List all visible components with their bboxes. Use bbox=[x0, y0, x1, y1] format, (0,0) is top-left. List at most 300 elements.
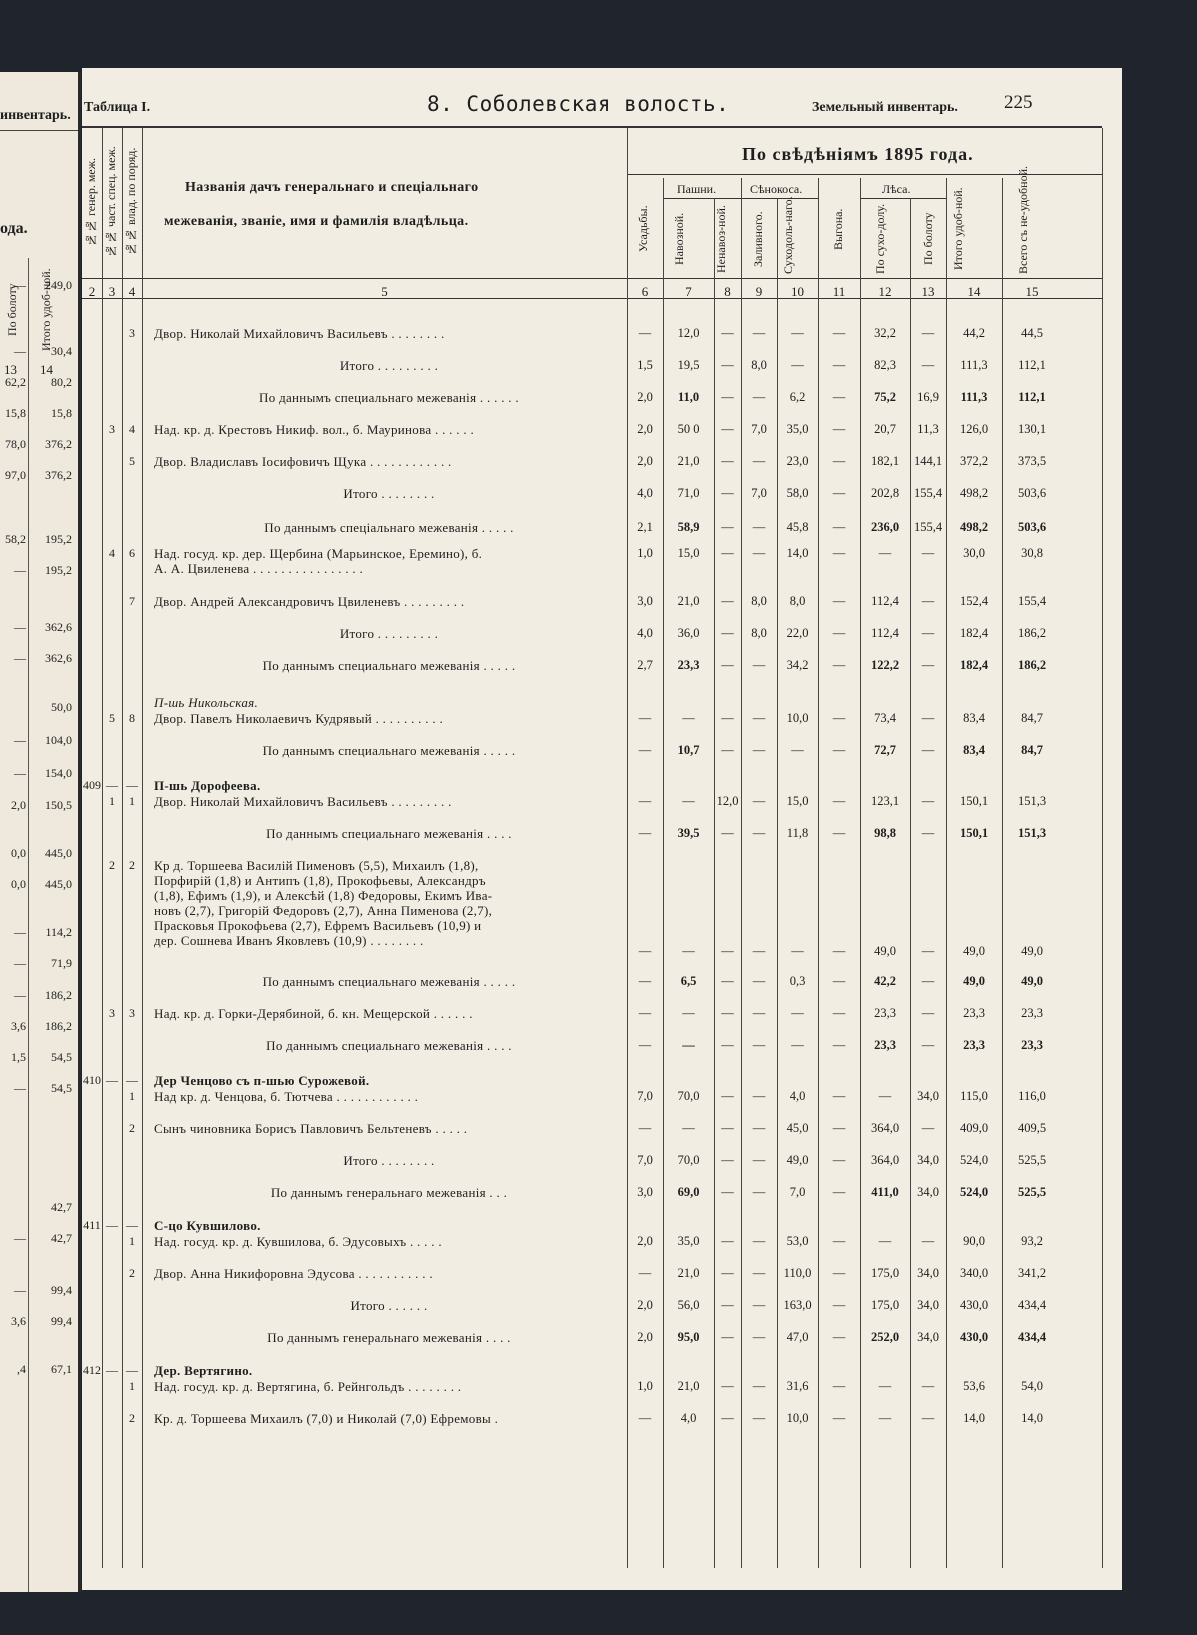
owner-order-number: 3 bbox=[129, 326, 135, 340]
owner-name-line: Над. госуд. кр. дер. Щербина (Марьинское, Еремино), б. bbox=[154, 546, 483, 561]
page-number: 225 bbox=[1004, 92, 1033, 113]
value-cell: 186,2 bbox=[1017, 626, 1047, 640]
prev-cell-14: 445,0 bbox=[45, 846, 72, 860]
value-cell: 15,0 bbox=[786, 794, 809, 808]
value-cell: 12,0 bbox=[677, 326, 700, 340]
prev-cell-14: 104,0 bbox=[45, 733, 72, 747]
value-cell: — bbox=[878, 546, 892, 560]
prev-cell-14: 154,0 bbox=[45, 766, 72, 780]
col-divider-3 bbox=[142, 128, 143, 1568]
owner-order-number: 2 bbox=[129, 858, 135, 872]
special-survey-number: 2 bbox=[109, 858, 115, 872]
owner-order-number: — bbox=[126, 1363, 138, 1377]
value-cell: — bbox=[638, 743, 652, 757]
special-survey-number: 3 bbox=[109, 1006, 115, 1020]
value-cell: 20,7 bbox=[874, 422, 896, 436]
owner-name-line: Кр д. Торшеева Василій Пименовъ (5,5), Михаилъ (1,8), bbox=[154, 858, 479, 873]
value-cell: 50 0 bbox=[677, 422, 700, 436]
owner-name-line: По даннымъ специальнаго межеванія . . . . . bbox=[262, 658, 516, 673]
value-cell: — bbox=[752, 326, 766, 340]
col-num-4: 4 bbox=[128, 284, 136, 299]
owner-name-line: Итого . . . . . . . . bbox=[343, 1153, 435, 1168]
value-cell: 372,2 bbox=[959, 454, 989, 468]
value-cell: — bbox=[752, 711, 766, 725]
value-cell: — bbox=[638, 794, 652, 808]
prev-cell-14: 99,4 bbox=[51, 1314, 72, 1328]
owner-name bbox=[154, 594, 624, 609]
value-cell: 252,0 bbox=[870, 1330, 900, 1344]
owner-name-line: Над. кр. д. Крестовъ Никиф. вол., б. Мауринова . . . . . . bbox=[154, 422, 475, 437]
value-cell: 53,0 bbox=[786, 1234, 809, 1248]
owner-name-line: Двор. Николай Михайловичъ Васильевъ . . . . . . . . . bbox=[154, 794, 452, 809]
value-cell: 155,4 bbox=[913, 486, 943, 500]
value-cell: 409,0 bbox=[959, 1121, 989, 1135]
value-cell: 151,3 bbox=[1017, 826, 1047, 840]
owner-name bbox=[154, 778, 624, 793]
owner-name-line: Итого . . . . . . . . . bbox=[339, 626, 439, 641]
owner-name-line: Прасковья Прокофьева (2,7), Ефремъ Васильевъ (10,9) и bbox=[154, 918, 482, 933]
value-cell: 202,8 bbox=[870, 486, 900, 500]
value-cell: 21,0 bbox=[677, 1379, 700, 1393]
value-cell: 430,0 bbox=[959, 1330, 989, 1344]
col-divider-2 bbox=[122, 128, 123, 1568]
prev-cell-14: 186,2 bbox=[45, 988, 72, 1002]
value-cell: 14,0 bbox=[1021, 1411, 1043, 1425]
owner-name-line: Итого . . . . . . . . . bbox=[339, 358, 439, 373]
value-cell: — bbox=[921, 1234, 935, 1248]
prev-cell-14: 376,2 bbox=[45, 468, 72, 482]
value-cell: 364,0 bbox=[870, 1153, 900, 1167]
value-cell: 90,0 bbox=[963, 1234, 985, 1248]
owner-name-line: П-шь Дорофеева. bbox=[154, 778, 261, 793]
owner-name-line: Двор. Анна Никифоровна Эдусова . . . . . . . . . . . bbox=[154, 1266, 433, 1281]
value-cell: — bbox=[921, 711, 935, 725]
col-num-9: 9 bbox=[755, 284, 763, 299]
value-cell: 112,1 bbox=[1018, 358, 1046, 372]
col-num-6: 6 bbox=[641, 284, 649, 299]
value-cell: — bbox=[721, 1411, 734, 1425]
prev-cell-13: — bbox=[14, 766, 26, 780]
owner-name bbox=[154, 1298, 624, 1313]
header-rule bbox=[82, 126, 1102, 128]
prev-cell-14: 150,5 bbox=[45, 798, 72, 812]
col-head-15: Всего съ не-удобной. bbox=[1016, 166, 1030, 274]
value-cell: 22,0 bbox=[786, 626, 809, 640]
special-survey-number: — bbox=[106, 1363, 118, 1377]
value-cell: — bbox=[682, 944, 695, 958]
value-cell: — bbox=[752, 1411, 766, 1425]
value-cell: — bbox=[832, 390, 846, 404]
value-cell: — bbox=[752, 546, 766, 560]
owner-name bbox=[154, 454, 624, 469]
group-senokosa: Сѣнокоса. bbox=[750, 182, 803, 196]
value-cell: 4,0 bbox=[637, 626, 653, 640]
value-cell: 434,4 bbox=[1017, 1330, 1047, 1344]
owner-name bbox=[154, 1073, 624, 1088]
value-cell: 69,0 bbox=[677, 1185, 700, 1199]
value-cell: 23,0 bbox=[786, 454, 809, 468]
prev-cell-14: 99,4 bbox=[51, 1283, 72, 1297]
prev-cell-13: 3,6 bbox=[11, 1314, 26, 1328]
value-cell: — bbox=[638, 974, 652, 988]
owner-name bbox=[154, 1379, 624, 1394]
value-cell: 82,3 bbox=[874, 358, 896, 372]
col-num-13: 13 bbox=[921, 284, 935, 299]
owner-order-number: 1 bbox=[129, 1234, 135, 1248]
owner-name bbox=[154, 1006, 624, 1021]
value-cell: — bbox=[721, 743, 734, 757]
value-cell: 503,6 bbox=[1017, 520, 1047, 534]
value-cell: 10,0 bbox=[786, 1411, 809, 1425]
value-cell: — bbox=[921, 944, 935, 958]
value-cell: — bbox=[832, 1379, 846, 1393]
value-cell: 7,0 bbox=[751, 486, 767, 500]
prev-cell-14: 186,2 bbox=[45, 1019, 72, 1033]
owner-name bbox=[154, 390, 624, 405]
owner-name-line: новъ (2,7), Григорій Федоровъ (2,7), Анна Пименова (2,7), bbox=[154, 903, 493, 918]
value-cell: 35,0 bbox=[786, 422, 809, 436]
value-cell: 116,0 bbox=[1018, 1089, 1046, 1103]
value-cell: — bbox=[921, 626, 935, 640]
prev-cell-13: 1,5 bbox=[11, 1050, 26, 1064]
value-cell: 21,0 bbox=[677, 454, 700, 468]
table-label: Таблица I. bbox=[84, 100, 151, 115]
prev-cell-14: 30,4 bbox=[51, 344, 72, 358]
owner-name-line: Двор. Владиславъ Іосифовичъ Щука . . . . . . . . . . . . bbox=[154, 454, 452, 469]
value-cell: — bbox=[752, 1038, 766, 1052]
value-cell: 498,2 bbox=[959, 486, 989, 500]
value-cell: — bbox=[752, 1153, 766, 1167]
prev-cell-13: 0,0 bbox=[11, 877, 26, 891]
value-cell: 409,5 bbox=[1017, 1121, 1047, 1135]
owner-col-head-2: межеванія, званіе, имя и фамилія владѣльца. bbox=[164, 214, 469, 229]
value-cell: — bbox=[832, 626, 846, 640]
owner-name-line: По даннымъ специальнаго межеванія . . . . bbox=[266, 826, 512, 841]
value-cell: — bbox=[791, 1006, 804, 1020]
owner-name-line: По даннымъ генеральнаго межеванія . . . . bbox=[267, 1330, 511, 1345]
owner-name-line: Над. госуд. кр. д. Вертягина, б. Рейнгольдъ . . . . . . . . bbox=[154, 1379, 462, 1394]
general-survey-number: 410 bbox=[83, 1073, 101, 1087]
value-cell: 186,2 bbox=[1017, 658, 1047, 672]
prev-cell-14: 376,2 bbox=[45, 437, 72, 451]
value-cell: — bbox=[791, 1038, 804, 1052]
value-cell: — bbox=[921, 743, 935, 757]
value-cell: — bbox=[721, 454, 734, 468]
value-cell: 95,0 bbox=[677, 1330, 700, 1344]
value-cell: 32,2 bbox=[874, 326, 896, 340]
owner-order-number: 3 bbox=[129, 1006, 135, 1020]
value-cell: — bbox=[721, 1298, 734, 1312]
value-cell: 175,0 bbox=[870, 1266, 900, 1280]
value-cell: 434,4 bbox=[1017, 1298, 1047, 1312]
col-num-12: 12 bbox=[878, 284, 892, 299]
value-cell: — bbox=[791, 326, 804, 340]
value-cell: 71,0 bbox=[677, 486, 700, 500]
value-cell: 98,8 bbox=[874, 826, 896, 840]
value-cell: 72,7 bbox=[874, 743, 896, 757]
owner-order-number: 1 bbox=[129, 794, 135, 808]
col-num-5: 5 bbox=[381, 284, 388, 299]
value-cell: 45,0 bbox=[786, 1121, 809, 1135]
col-head-13: По болоту bbox=[921, 212, 935, 266]
value-cell: — bbox=[638, 1038, 652, 1052]
prev-cell-14: 445,0 bbox=[45, 877, 72, 891]
value-cell: — bbox=[721, 546, 734, 560]
owner-name bbox=[154, 358, 624, 373]
value-cell: — bbox=[721, 1379, 734, 1393]
prev-col-divider bbox=[28, 258, 29, 1592]
value-cell: 10,7 bbox=[677, 743, 700, 757]
value-cell: 49,0 bbox=[963, 944, 985, 958]
value-cell: — bbox=[791, 743, 804, 757]
prev-cell-14: 54,5 bbox=[51, 1050, 72, 1064]
value-cell: 182,4 bbox=[959, 626, 989, 640]
prev-cell-13: — bbox=[14, 651, 26, 665]
value-cell: 83,4 bbox=[963, 711, 985, 725]
value-cell: 8,0 bbox=[751, 626, 767, 640]
value-cell: 144,1 bbox=[913, 454, 943, 468]
owner-name bbox=[154, 711, 624, 726]
value-cell: — bbox=[721, 520, 734, 534]
value-cell: 34,0 bbox=[917, 1298, 939, 1312]
value-cell: 49,0 bbox=[786, 1153, 809, 1167]
col-divider-7 bbox=[741, 178, 742, 1568]
value-cell: 21,0 bbox=[677, 594, 700, 608]
prev-cell-13: — bbox=[14, 1081, 26, 1095]
value-cell: — bbox=[832, 454, 846, 468]
owner-order-number: 4 bbox=[129, 422, 135, 436]
col-divider-9 bbox=[818, 178, 819, 1568]
value-cell: 112,4 bbox=[871, 626, 899, 640]
value-cell: — bbox=[832, 794, 846, 808]
value-cell: — bbox=[752, 1234, 766, 1248]
owner-name-line: Дер. Вертягино. bbox=[154, 1363, 253, 1378]
col-divider-1 bbox=[102, 128, 103, 1568]
value-cell: — bbox=[832, 326, 846, 340]
value-cell: — bbox=[832, 974, 846, 988]
col-divider-10 bbox=[860, 178, 861, 1568]
col-num-15: 15 bbox=[1025, 284, 1039, 299]
owner-name bbox=[154, 1266, 624, 1281]
value-cell: 8,0 bbox=[789, 594, 806, 608]
owner-order-number: 6 bbox=[129, 546, 135, 560]
owner-name bbox=[154, 1411, 624, 1426]
owner-order-number: 1 bbox=[129, 1089, 135, 1103]
value-cell: 122,2 bbox=[870, 658, 900, 672]
value-cell: — bbox=[638, 826, 652, 840]
col-head-idx1: №№ генер. меж. bbox=[84, 157, 98, 247]
owner-name-line: С-цо Кувшилово. bbox=[154, 1218, 261, 1233]
value-cell: — bbox=[682, 794, 695, 808]
owner-name-line: (1,8), Ефимъ (1,9), и Алексѣй (1,8) Федоровы, Екимъ Ива- bbox=[154, 888, 493, 903]
value-cell: 75,2 bbox=[874, 390, 896, 404]
value-cell: 23,3 bbox=[874, 1006, 896, 1020]
owner-name-line: Дер Ченцово съ п-шью Сурожевой. bbox=[154, 1073, 370, 1088]
owner-order-number: 2 bbox=[129, 1121, 135, 1135]
pashni-rule bbox=[663, 198, 741, 199]
prev-col-num-14: 14 bbox=[40, 362, 53, 377]
value-cell: 1,5 bbox=[637, 358, 653, 372]
value-cell: 373,5 bbox=[1017, 454, 1047, 468]
ledger-page bbox=[82, 68, 1122, 1590]
value-cell: — bbox=[752, 1121, 766, 1135]
owner-name bbox=[154, 1330, 624, 1345]
value-cell: 525,5 bbox=[1017, 1185, 1047, 1199]
owner-order-number: 5 bbox=[129, 454, 135, 468]
value-cell: — bbox=[721, 1153, 734, 1167]
value-cell: — bbox=[721, 944, 734, 958]
owner-name bbox=[154, 858, 624, 948]
prev-rule bbox=[0, 130, 78, 131]
col-divider-4 bbox=[627, 128, 628, 1568]
value-cell: 23,3 bbox=[1021, 1006, 1043, 1020]
value-cell: — bbox=[721, 711, 734, 725]
owner-name-line: Над кр. д. Ченцова, б. Тютчева . . . . . . . . . . . . bbox=[154, 1089, 419, 1104]
owner-name-line: По даннымъ специальнаго межеванія . . . . bbox=[266, 1038, 512, 1053]
owner-order-number: — bbox=[126, 1073, 138, 1087]
value-cell: 525,5 bbox=[1017, 1153, 1047, 1167]
value-cell: — bbox=[721, 1185, 734, 1199]
value-cell: 126,0 bbox=[959, 422, 989, 436]
col-head-idx2: №№ част. спец. меж. bbox=[104, 146, 118, 258]
col-num-14: 14 bbox=[967, 284, 981, 299]
value-cell: — bbox=[832, 1153, 846, 1167]
value-cell: 58,9 bbox=[677, 520, 700, 534]
value-cell: — bbox=[832, 422, 846, 436]
value-cell: — bbox=[921, 794, 935, 808]
prev-cell-14: 195,2 bbox=[45, 563, 72, 577]
value-cell: — bbox=[832, 711, 846, 725]
value-cell: — bbox=[752, 944, 766, 958]
col-divider-13 bbox=[1002, 178, 1003, 1568]
value-cell: 7,0 bbox=[637, 1153, 653, 1167]
value-cell: — bbox=[721, 358, 734, 372]
value-cell: 34,0 bbox=[917, 1330, 939, 1344]
value-cell: — bbox=[921, 1411, 935, 1425]
prev-col-head-13: По болоту bbox=[5, 283, 19, 336]
col-head-8: Ненавоз-ной. bbox=[714, 205, 728, 273]
col-divider-12 bbox=[946, 178, 947, 1568]
value-cell: 47,0 bbox=[786, 1330, 809, 1344]
value-cell: 21,0 bbox=[677, 1266, 700, 1280]
value-cell: 34,0 bbox=[917, 1266, 939, 1280]
value-cell: 56,0 bbox=[677, 1298, 700, 1312]
value-cell: 58,0 bbox=[786, 486, 809, 500]
owner-name bbox=[154, 1185, 624, 1200]
value-cell: — bbox=[721, 1234, 734, 1248]
value-cell: — bbox=[791, 358, 804, 372]
page-title: 8. Соболевская волость. bbox=[427, 92, 730, 116]
value-cell: 10,0 bbox=[786, 711, 809, 725]
value-cell: 11,8 bbox=[786, 826, 809, 840]
general-survey-number: 411 bbox=[83, 1218, 101, 1232]
owner-name bbox=[154, 326, 624, 341]
value-cell: — bbox=[721, 658, 734, 672]
value-cell: 8,0 bbox=[751, 358, 767, 372]
col-num-10: 10 bbox=[791, 284, 804, 299]
special-survey-number: 3 bbox=[109, 422, 115, 436]
owner-name bbox=[154, 826, 624, 841]
lesa-rule bbox=[860, 198, 946, 199]
value-cell: 4,0 bbox=[789, 1089, 806, 1103]
value-cell: 53,6 bbox=[963, 1379, 985, 1393]
prev-cell-14: 42,7 bbox=[51, 1200, 72, 1214]
prev-cell-13: — bbox=[14, 563, 26, 577]
value-cell: — bbox=[832, 546, 846, 560]
value-cell: — bbox=[752, 1006, 766, 1020]
value-cell: — bbox=[832, 1411, 846, 1425]
value-cell: — bbox=[832, 1298, 846, 1312]
value-cell: — bbox=[791, 944, 804, 958]
value-cell: 112,1 bbox=[1018, 390, 1046, 404]
value-cell: 411,0 bbox=[871, 1185, 899, 1199]
owner-name-line: Двор. Андрей Александровичъ Цвиленевъ . . . . . . . . . bbox=[154, 594, 465, 609]
owner-order-number: — bbox=[126, 778, 138, 792]
value-cell: — bbox=[832, 1266, 846, 1280]
value-cell: 2,0 bbox=[637, 422, 653, 436]
value-cell: — bbox=[721, 326, 734, 340]
value-cell: — bbox=[721, 422, 734, 436]
col-head-6: Усадьбы. bbox=[636, 205, 650, 253]
col-num-7: 7 bbox=[685, 284, 692, 299]
value-cell: — bbox=[721, 1038, 734, 1052]
owner-order-number: 7 bbox=[129, 594, 135, 608]
col-head-11: Выгона. bbox=[831, 208, 845, 250]
value-cell: 73,4 bbox=[874, 711, 896, 725]
prev-cell-14: 114,2 bbox=[45, 925, 72, 939]
col-head-9: Заливного. bbox=[751, 211, 765, 267]
value-cell: 11,0 bbox=[677, 390, 700, 404]
value-cell: — bbox=[832, 1185, 846, 1199]
col-head-7: Навозной. bbox=[672, 212, 686, 266]
value-cell: 503,6 bbox=[1017, 486, 1047, 500]
value-cell: 150,1 bbox=[959, 794, 989, 808]
value-cell: 151,3 bbox=[1017, 794, 1047, 808]
value-cell: — bbox=[638, 1006, 652, 1020]
owner-name bbox=[154, 486, 624, 501]
value-cell: 2,0 bbox=[637, 1298, 653, 1312]
value-cell: 34,0 bbox=[917, 1153, 939, 1167]
prev-year-fragment: ода. bbox=[0, 220, 28, 237]
value-cell: 54,0 bbox=[1021, 1379, 1043, 1393]
value-cell: — bbox=[878, 1411, 892, 1425]
value-cell: — bbox=[638, 1121, 652, 1135]
special-survey-number: 4 bbox=[109, 546, 115, 560]
value-cell: 175,0 bbox=[870, 1298, 900, 1312]
owner-order-number: — bbox=[126, 1218, 138, 1232]
value-cell: — bbox=[921, 326, 935, 340]
owner-name bbox=[154, 1089, 624, 1104]
value-cell: — bbox=[752, 1185, 766, 1199]
value-cell: — bbox=[721, 390, 734, 404]
prev-cell-13: — bbox=[14, 620, 26, 634]
prev-col-num-13: 13 bbox=[4, 362, 17, 377]
col-num-11: 11 bbox=[832, 284, 846, 299]
owner-name-line: Двор. Николай Михайловичъ Васильевъ . . . . . . . . bbox=[154, 326, 445, 341]
value-cell: 1,0 bbox=[637, 546, 653, 560]
prev-cell-13: 0,0 bbox=[11, 846, 26, 860]
value-cell: 0,3 bbox=[789, 974, 806, 988]
general-survey-number: 412 bbox=[83, 1363, 101, 1377]
owner-name-line: А. А. Цвиленева . . . . . . . . . . . . . . . . bbox=[154, 561, 364, 576]
value-cell: 31,6 bbox=[786, 1379, 809, 1393]
value-cell: 23,3 bbox=[963, 1038, 985, 1052]
owner-name-line: П-шь Никольская. bbox=[154, 695, 259, 710]
prev-cell-14: 249,0 bbox=[45, 278, 72, 292]
value-cell: 111,3 bbox=[960, 390, 988, 404]
value-cell: — bbox=[921, 1038, 935, 1052]
value-cell: — bbox=[721, 1330, 734, 1344]
